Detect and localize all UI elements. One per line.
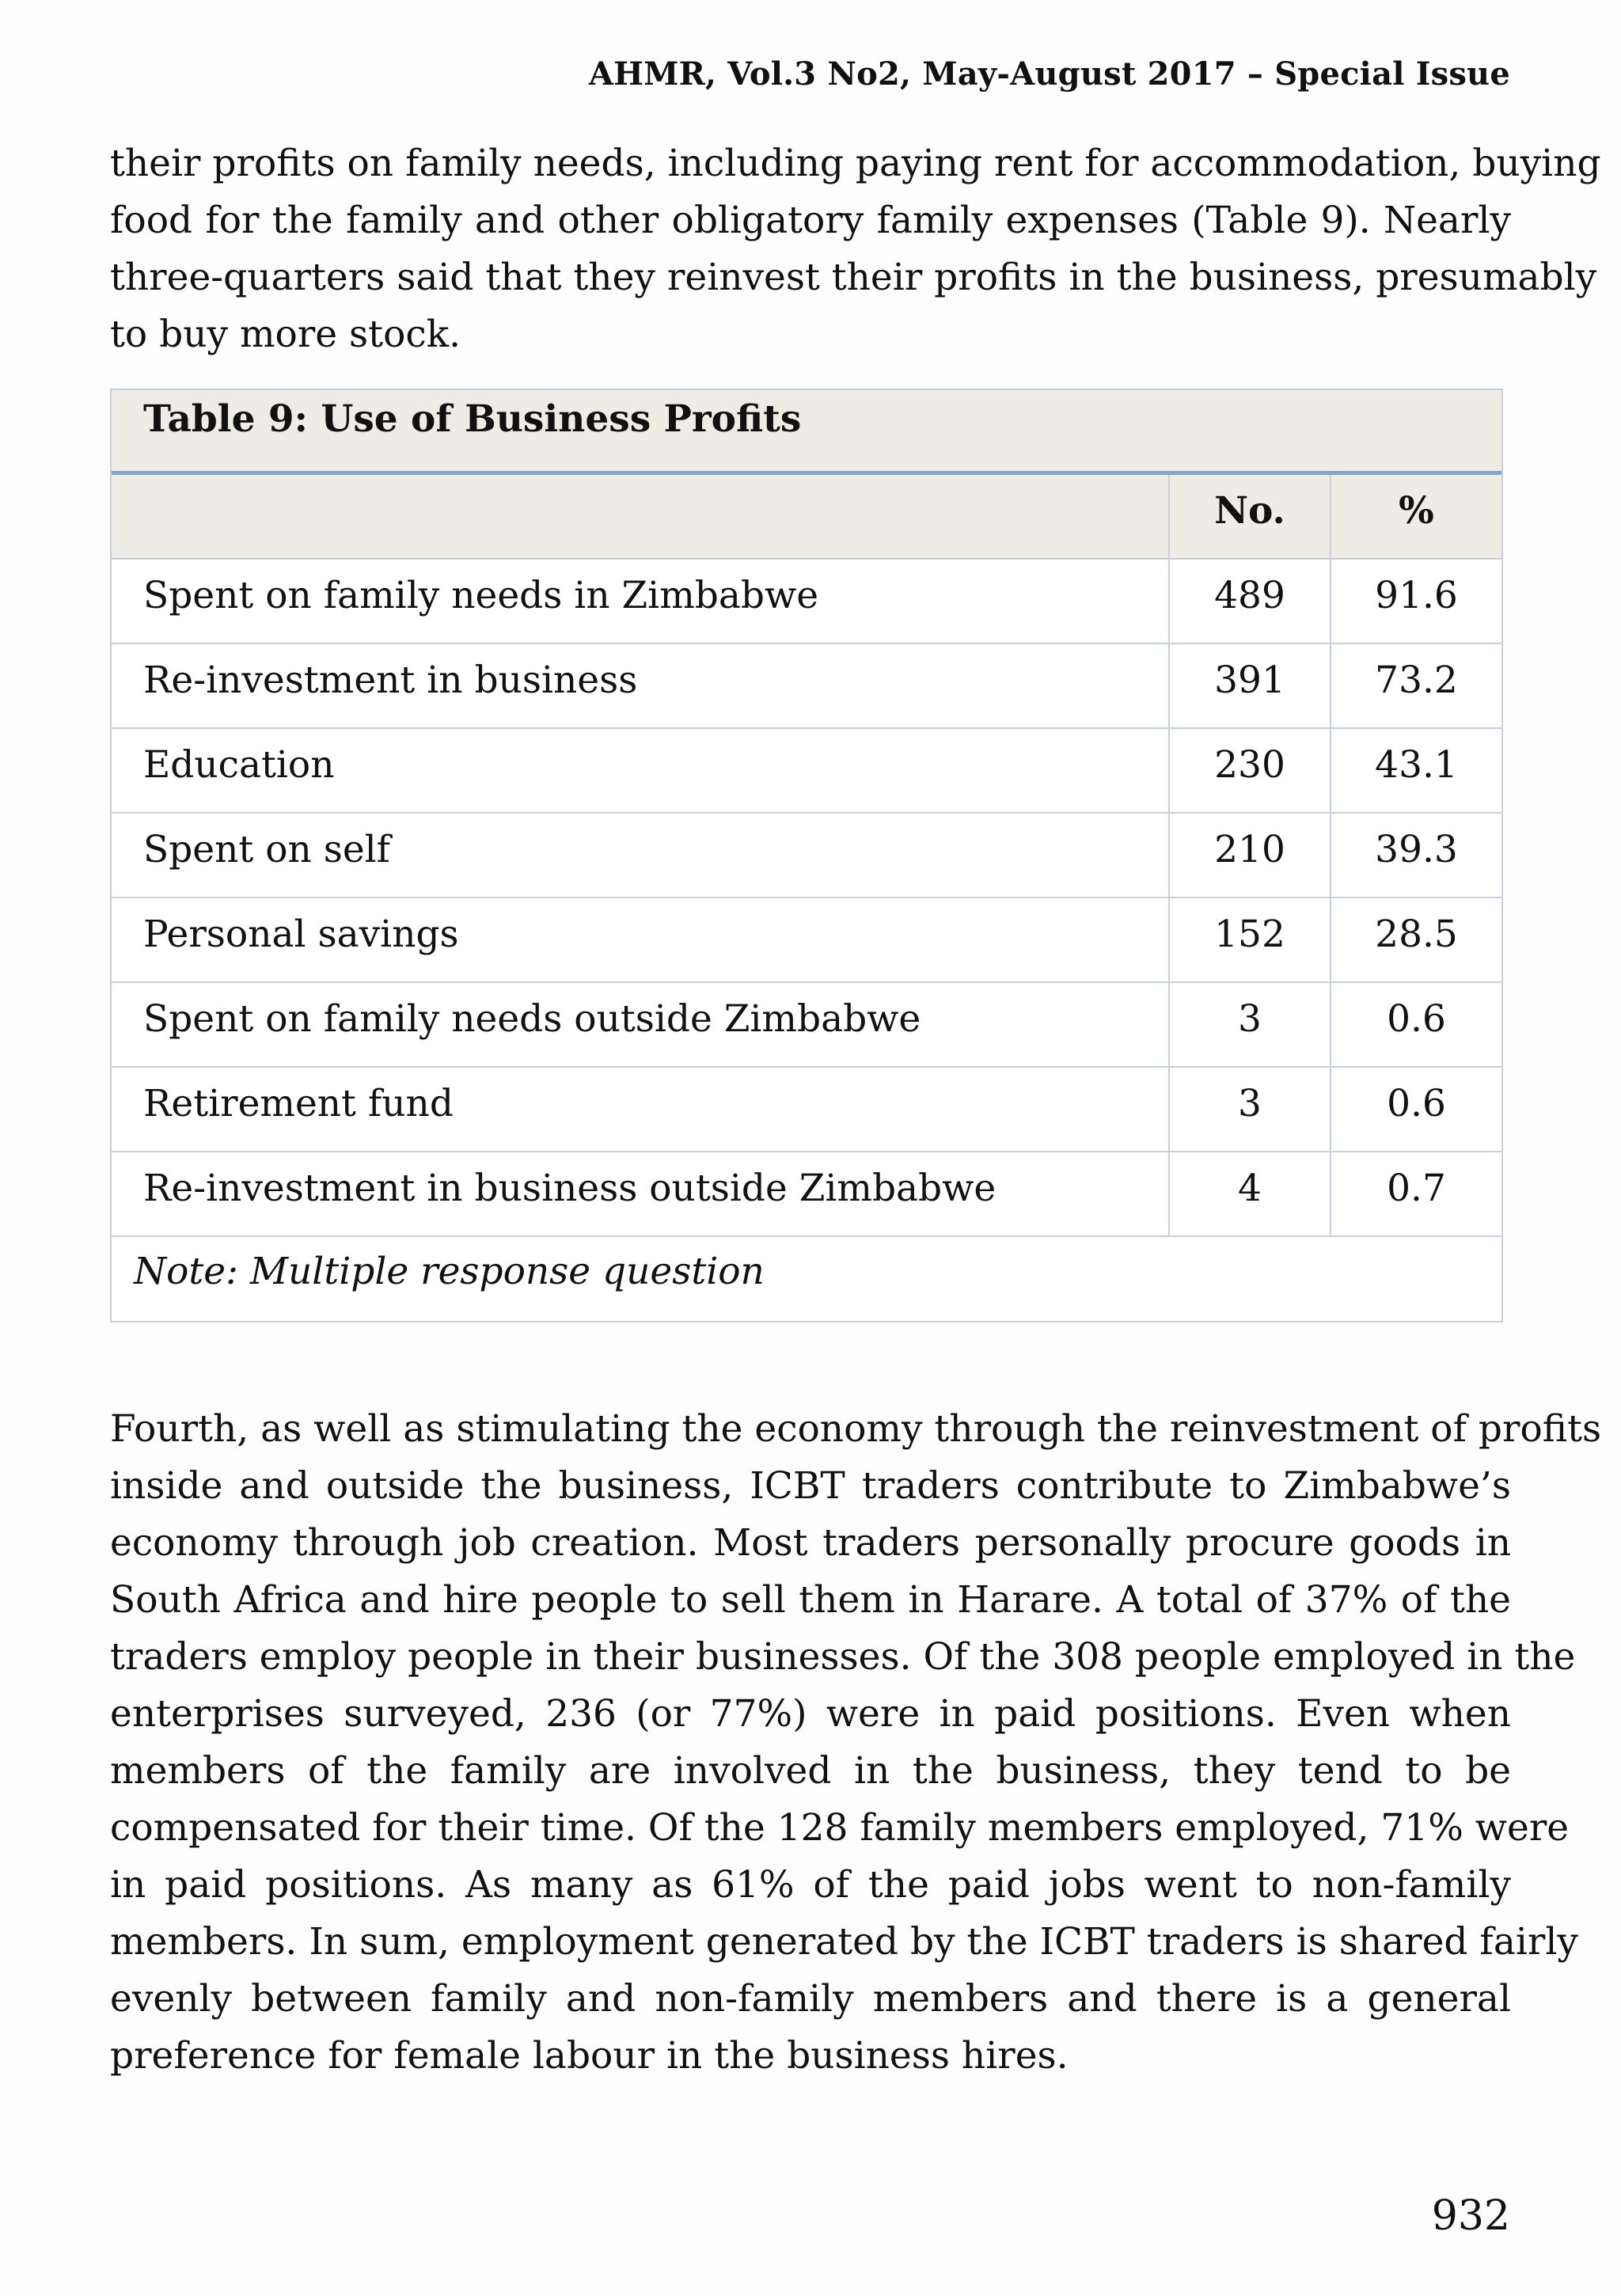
- paragraph-line: in paid positions. As many as 61% of the paid jobs went to non-family: [110, 1863, 1511, 1907]
- row-label: Retirement fund: [112, 1068, 1170, 1151]
- table-row: [112, 1068, 1501, 1152]
- column-header-no: No.: [1170, 475, 1331, 558]
- column-header-percent: %: [1399, 489, 1434, 533]
- row-label: Personal savings: [112, 898, 1170, 981]
- row-percent: 0.6: [1387, 997, 1446, 1041]
- row-no: 230: [1170, 729, 1331, 812]
- paragraph-line: three-quarters said that they reinvest their profits in the business, presumably: [110, 256, 1597, 299]
- row-percent: 39.3: [1375, 828, 1458, 871]
- row-label: Spent on family needs outside Zimbabwe: [112, 983, 1170, 1066]
- paragraph-line: their profits on family needs, including paying rent for accommodation, buying: [110, 142, 1601, 185]
- table-title: Table 9: Use of Business Profits: [112, 390, 1501, 475]
- running-head: AHMR, Vol.3 No2, May-August 2017 – Special Issue: [588, 55, 1510, 93]
- column-header-label: [112, 475, 1170, 558]
- row-percent: 0.6: [1387, 1082, 1446, 1125]
- paragraph-line: preference for female labour in the business hires.: [110, 2034, 1069, 2078]
- paragraph-line: Fourth, as well as stimulating the economy through the reinvestment of profits: [110, 1407, 1602, 1451]
- table-row: [112, 560, 1501, 644]
- table-note: Note: Multiple response question: [134, 1250, 765, 1293]
- row-label: Spent on family needs in Zimbabwe: [112, 560, 1170, 643]
- paragraph-bottom: [110, 1401, 1602, 2085]
- paragraph-line: to buy more stock.: [110, 313, 461, 356]
- row-no: 152: [1170, 898, 1331, 981]
- table-row: [112, 898, 1501, 983]
- table-header-row: [112, 475, 1501, 560]
- paragraph-line: members of the family are involved in the business, they tend to be: [110, 1749, 1511, 1793]
- paragraph-line: evenly between family and non-family members and there is a general: [110, 1977, 1511, 2021]
- row-no: 489: [1170, 560, 1331, 643]
- row-label: Spent on self: [112, 814, 1170, 897]
- paragraph-line: traders employ people in their businesses. Of the 308 people employed in the: [110, 1635, 1576, 1679]
- row-no: 210: [1170, 814, 1331, 897]
- row-no: 4: [1170, 1152, 1331, 1235]
- row-label: Education: [112, 729, 1170, 812]
- row-no: 391: [1170, 644, 1331, 727]
- row-label: Re-investment in business outside Zimbabwe: [112, 1152, 1170, 1235]
- row-label: Re-investment in business: [112, 644, 1170, 727]
- row-percent: 0.7: [1387, 1167, 1446, 1210]
- table-row: [112, 644, 1501, 729]
- paragraph-line: inside and outside the business, ICBT traders contribute to Zimbabwe’s: [110, 1464, 1511, 1508]
- table-row: [112, 814, 1501, 898]
- paragraph-line: compensated for their time. Of the 128 family members employed, 71% were: [110, 1806, 1570, 1850]
- row-percent: 28.5: [1375, 913, 1458, 956]
- row-no: 3: [1170, 1068, 1331, 1151]
- row-percent: 43.1: [1375, 743, 1458, 787]
- table-row: [112, 983, 1501, 1068]
- paragraph-line: members. In sum, employment generated by the ICBT traders is shared fairly: [110, 1920, 1578, 1964]
- row-percent: 91.6: [1375, 574, 1458, 617]
- table-row: [112, 729, 1501, 814]
- row-no: 3: [1170, 983, 1331, 1066]
- paragraph-line: food for the family and other obligatory family expenses (Table 9). Nearly: [110, 199, 1511, 242]
- table-row: [112, 1152, 1501, 1237]
- paragraph-top: [110, 135, 1601, 363]
- table-use-of-business-profits: [110, 389, 1503, 1323]
- page-number: 932: [1431, 2192, 1510, 2240]
- paragraph-line: South Africa and hire people to sell them in Harare. A total of 37% of the: [110, 1578, 1511, 1622]
- paragraph-line: economy through job creation. Most traders personally procure goods in: [110, 1521, 1511, 1565]
- row-percent: 73.2: [1375, 658, 1458, 702]
- paragraph-line: enterprises surveyed, 236 (or 77%) were in paid positions. Even when: [110, 1692, 1511, 1736]
